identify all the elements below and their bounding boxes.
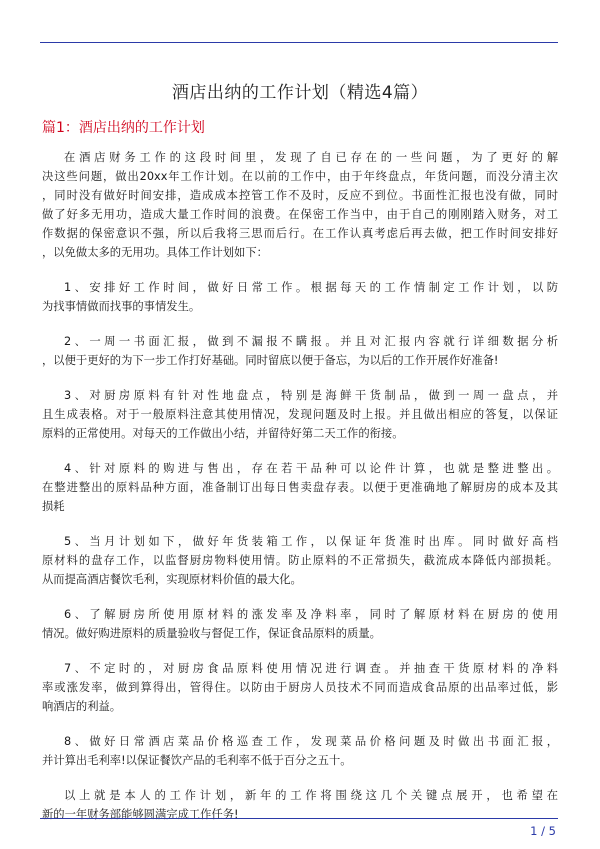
- paragraph-line: 做了好多无用功，造成大量工作时间的浪费。在保密工作当中，由于自己的刚刚踏入财务，对工: [42, 208, 558, 221]
- paragraph: [42, 278, 558, 316]
- paragraph-line: 情况。做好购进原料的质量验收与督促工作，保证食品原料的质量。: [42, 627, 381, 640]
- paragraph-line: 5、当月计划如下，做好年货装箱工作，以保证年货准时出库。同时做好高档: [64, 535, 558, 548]
- paragraph-line: 率或涨发率，做到算得出，管得住。以防由于厨房人员技术不同而造成食品原的出品率过低，影: [42, 681, 558, 694]
- paragraph: [42, 659, 558, 716]
- paragraph-line: ，以免做太多的无用功。具体工作计划如下：: [42, 246, 268, 259]
- paragraph-line: 1、安排好工作时间，做好日常工作。根据每天的工作情制定工作计划，以防: [64, 281, 558, 294]
- page-number: 1 / 5: [530, 824, 556, 838]
- paragraph-line: 损耗: [42, 500, 65, 513]
- paragraph-line: 3、对厨房原料有针对性地盘点，特别是海鲜干货制品，做到一周一盘点，并: [64, 389, 558, 402]
- paragraph: [42, 332, 558, 370]
- paragraph: [42, 386, 558, 443]
- paragraph: [42, 148, 558, 262]
- paragraph: [42, 732, 558, 770]
- paragraph-line: 为找事情做而找事的事情发生。: [42, 300, 201, 313]
- paragraph-line: ，以便于更好的为下一步工作打好基础。同时留底以便于备忘，为以后的工作开展作好准备!: [42, 354, 499, 367]
- paragraph-line: 并计算出毛利率!以保证餐饮产品的毛利率不低于百分之五十。: [42, 754, 352, 767]
- header-rule: [40, 42, 558, 43]
- paragraph-line: 2、一周一书面汇报，做到不漏报不瞒报。并且对汇报内容就行详细数据分析: [64, 335, 558, 348]
- paragraph-line: 响酒店的利益。: [42, 700, 122, 713]
- paragraph-line: 从而提高酒店餐饮毛利，实现原材料价值的最大化。: [42, 573, 302, 586]
- paragraph-line: 8、做好日常酒店菜品价格巡查工作，发现菜品价格问题及时做出书面汇报，: [64, 735, 558, 748]
- paragraph-line: ，同时没有做好时间安排，造成成本控管工作不及时，反应不到位。书面性汇报也没有做，同时: [42, 189, 558, 202]
- document-body: [42, 148, 558, 824]
- paragraph-line: 在酒店财务工作的这段时间里，发现了自已存在的一些问题，为了更好的解: [64, 151, 558, 164]
- paragraph: [42, 605, 558, 643]
- footer-rule: [40, 818, 558, 819]
- paragraph-line: 以上就是本人的工作计划，新年的工作将围绕这几个关键点展开，也希望在: [64, 789, 558, 802]
- paragraph-line: 原料的正常使用。对每天的工作做出小结，并留待好第二天工作的衔接。: [42, 427, 404, 440]
- paragraph: [42, 532, 558, 589]
- paragraph-line: 7、不定时的，对厨房食品原料使用情况进行调查。并抽查干货原材料的净料: [64, 662, 558, 675]
- paragraph-line: 且生成表格。对于一般原料注意其使用情况，发现问题及时上报。并且做出相应的答复，以保证: [42, 408, 558, 421]
- paragraph-line: 在整进整出的原料品种方面，准备制订出每日售卖盘存表。以便于更准确地了解厨房的成本及其: [42, 481, 558, 494]
- paragraph-line: 新的一年财务部能够圆满完成工作任务!: [42, 808, 239, 821]
- paragraph-line: 6、了解厨房所使用原材料的涨发率及净料率，同时了解原材料在厨房的使用: [64, 608, 558, 621]
- paragraph-line: 4、针对原料的购进与售出，存在若干品种可以论件计算，也就是整进整出。: [64, 462, 558, 475]
- paragraph-line: 决这些问题，做出20xx年工作计划。在以前的工作中，由于年终盘点，年货问题，而没分清主次: [42, 170, 558, 183]
- document-title: 酒店出纳的工作计划（精选4篇）: [171, 83, 429, 103]
- section-title: 篇1：酒店出纳的工作计划: [42, 120, 205, 136]
- paragraph: [42, 459, 558, 516]
- paragraph-line: 原材料的盘存工作，以监督厨房物料使用情。防止原料的不正常损失，截流成本降低内部损耗。: [42, 554, 558, 567]
- paragraph-line: 作数据的保密意识不强，所以后我将三思而后行。在工作认真考虑后再去做，把工作时间安排好: [42, 227, 558, 240]
